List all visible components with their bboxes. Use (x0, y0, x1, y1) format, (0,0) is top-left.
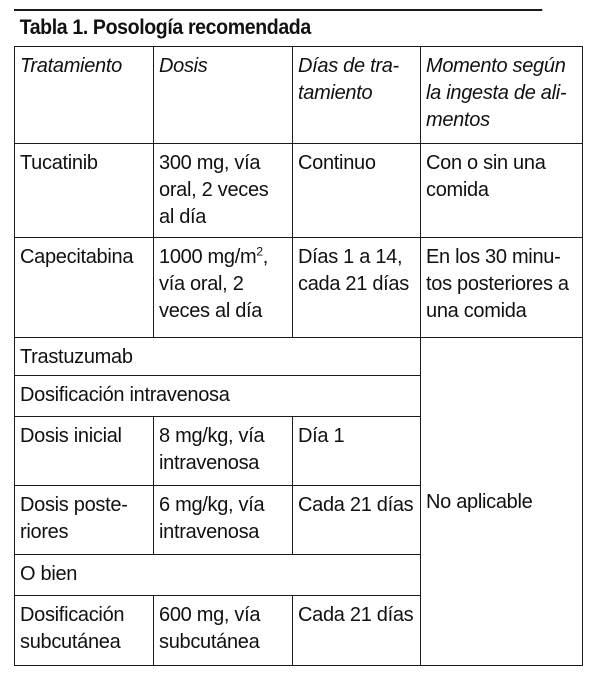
table-row-trastuzumab (15, 338, 583, 376)
cell-timing: Con o sin una comida (421, 144, 583, 238)
cell-days: Cada 21 días (293, 596, 421, 666)
table-row-capecitabine (15, 238, 583, 338)
table-title: Tabla 1. Posología recomendada (14, 9, 542, 45)
cell-timing: En los 30 minu-tos posteriores a una comida (421, 238, 583, 338)
header-days: Días de tra-tamiento (293, 47, 421, 144)
cell-treatment: Dosis poste-riores (15, 486, 154, 555)
cell-treatment: Capecitabina (15, 238, 154, 338)
cell-dose: 8 mg/kg, vía intravenosa (154, 417, 293, 486)
cell-dose (154, 238, 293, 338)
dose-superscript: 2 (256, 244, 263, 259)
cell-dose: 600 mg, vía subcutánea (154, 596, 293, 666)
cell-treatment: Dosis inicial (15, 417, 154, 486)
header-dose: Dosis (154, 47, 293, 144)
header-timing: Momento según la ingesta de ali-mentos (421, 47, 583, 144)
dosage-table (14, 46, 583, 666)
cell-treatment: Tucatinib (15, 144, 154, 238)
cell-days: Día 1 (293, 417, 421, 486)
cell-treatment: Dosificación subcutánea (15, 596, 154, 666)
header-treatment: Tratamiento (15, 47, 154, 144)
table-row-tucatinib (15, 144, 583, 238)
cell-trastuzumab-timing: No aplicable (421, 338, 583, 666)
dose-prefix: 1000 mg/m (159, 246, 257, 268)
cell-dose: 300 mg, vía oral, 2 veces al día (154, 144, 293, 238)
cell-days: Cada 21 días (293, 486, 421, 555)
cell-days: Continuo (293, 144, 421, 238)
cell-days: Días 1 a 14, cada 21 días (293, 238, 421, 338)
dose-suffix: , vía oral, 2 veces al día (159, 246, 268, 322)
cell-iv-label: Dosificación intravenosa (15, 376, 421, 417)
header-row (15, 47, 583, 144)
cell-or-label: O bien (15, 555, 421, 596)
cell-dose: 6 mg/kg, vía intravenosa (154, 486, 293, 555)
cell-trastuzumab-label: Trastuzumab (15, 338, 421, 376)
